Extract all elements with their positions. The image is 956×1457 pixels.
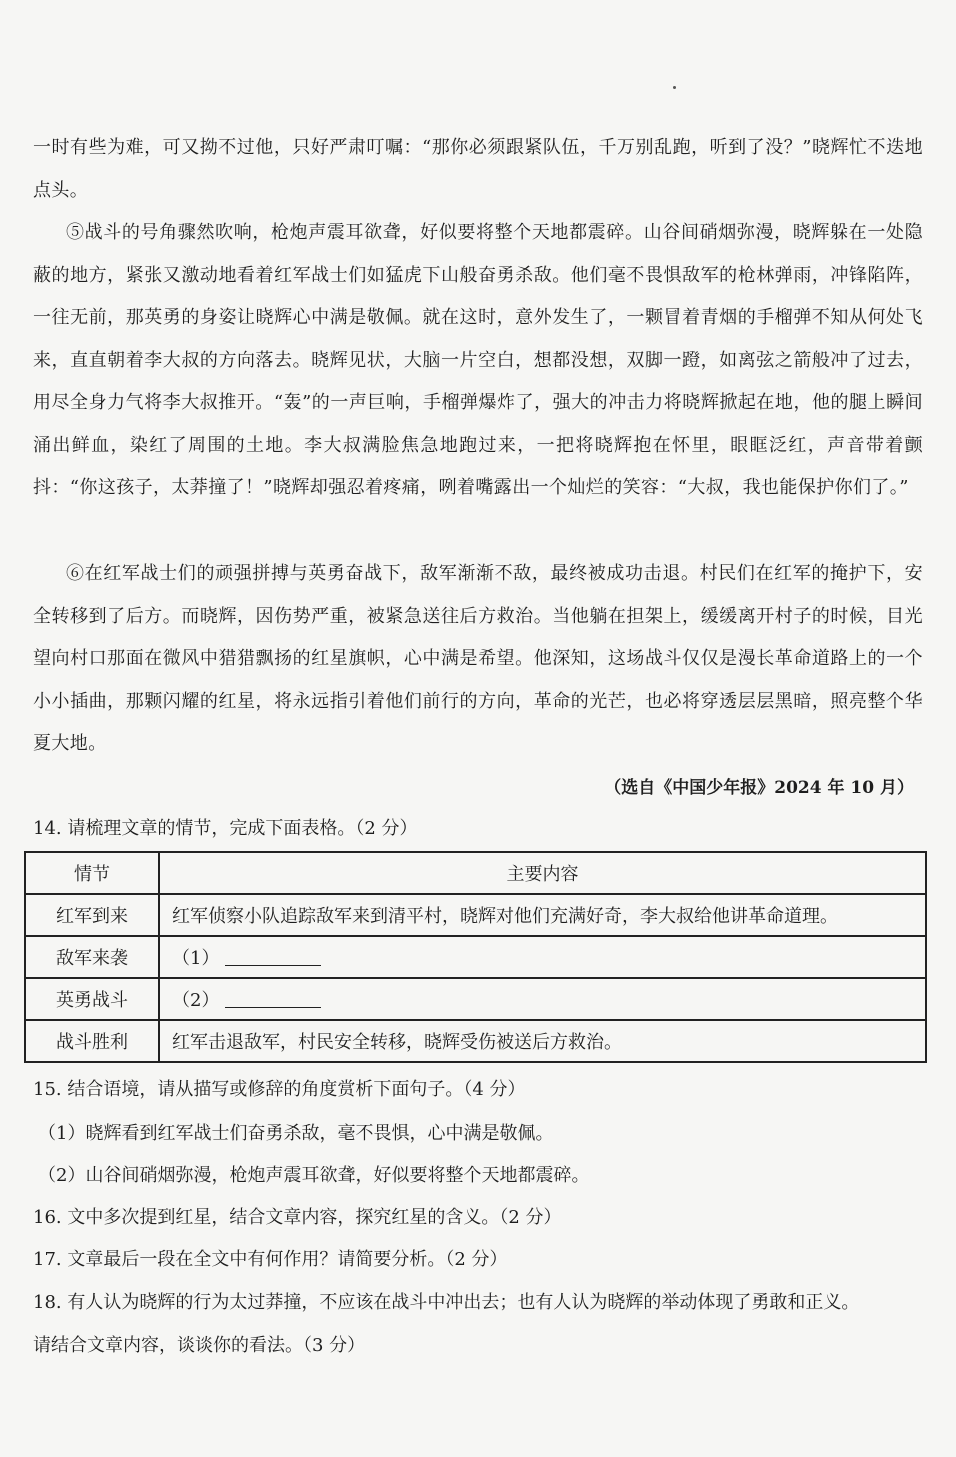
plot-cell: 红军到来 <box>25 894 159 936</box>
question-18-line-2: 请结合文章内容，谈谈你的看法。（3 分） <box>33 1335 366 1356</box>
table-header-row <box>25 852 926 894</box>
question-15: 15. 结合语境，请从描写或修辞的角度赏析下面句子。（4 分） <box>33 1079 526 1100</box>
question-14: 14. 请梳理文章的情节，完成下面表格。（2 分） <box>33 818 418 839</box>
content-cell: 红军击退敌军，村民安全转移，晓辉受伤被送后方救治。 <box>159 1020 926 1062</box>
table-row <box>25 936 926 978</box>
plot-cell: 敌军来袭 <box>25 936 159 978</box>
answer-blank[interactable] <box>225 989 321 1008</box>
table-row <box>25 978 926 1020</box>
table-row <box>25 894 926 936</box>
paragraph-continuation: 一时有些为难，可又拗不过他，只好严肃叮嘱：“那你必须跟紧队伍，千万别乱跑，听到了没？”晓辉忙不迭地点头。 <box>33 137 923 201</box>
plot-cell: 英勇战斗 <box>25 978 159 1020</box>
question-16: 16. 文中多次提到红星，结合文章内容，探究红星的含义。（2 分） <box>33 1207 562 1228</box>
paragraph-6: ⑥在红军战士们的顽强拼搏与英勇奋战下，敌军渐渐不敌，最终被成功击退。村民们在红军的掩护下，安全转移到了后方。而晓辉，因伤势严重，被紧急送往后方救治。当他躺在担架上，缓缓离开村子的时候，目光望向村口那面在微风中猎猎飘扬的红星旗帜，心中满是希望。他深知，这场战斗仅仅是漫长革命道路上的一个小小插曲，那颗闪耀的红星，将永远指引着他们前行的方向，革命的光芒，也必将穿透层层黑暗，照亮整个华夏大地。 <box>33 563 923 754</box>
answer-cell-2[interactable] <box>159 978 926 1020</box>
question-18-line-1: 18. 有人认为晓辉的行为太过莽撞，不应该在战斗中冲出去；也有人认为晓辉的举动体现了勇敢和正义。 <box>33 1292 860 1313</box>
question-15-part-1: （1）晓辉看到红军战士们奋勇杀敌，毫不畏惧，心中满是敬佩。 <box>38 1123 554 1144</box>
question-17: 17. 文章最后一段在全文中有何作用？请简要分析。（2 分） <box>33 1249 508 1270</box>
table-row <box>25 1020 926 1062</box>
answer-cell-1[interactable] <box>159 936 926 978</box>
blank-label: （1） <box>172 948 220 969</box>
article-source: （选自《中国少年报》2024 年 10 月） <box>604 778 914 798</box>
header-content: 主要内容 <box>159 852 926 894</box>
blank-label: （2） <box>172 990 220 1011</box>
scan-speck <box>673 86 676 89</box>
plot-table <box>24 851 927 1063</box>
content-cell: 红军侦察小队追踪敌军来到清平村，晓辉对他们充满好奇，李大叔给他讲革命道理。 <box>159 894 926 936</box>
plot-cell: 战斗胜利 <box>25 1020 159 1062</box>
question-15-part-2: （2）山谷间硝烟弥漫，枪炮声震耳欲聋，好似要将整个天地都震碎。 <box>38 1165 590 1186</box>
header-plot: 情节 <box>25 852 159 894</box>
answer-blank[interactable] <box>225 947 321 966</box>
paragraph-5: ⑤战斗的号角骤然吹响，枪炮声震耳欲聋，好似要将整个天地都震碎。山谷间硝烟弥漫，晓辉躲在一处隐蔽的地方，紧张又激动地看着红军战士们如猛虎下山般奋勇杀敌。他们毫不畏惧敌军的枪林弹雨，冲锋陷阵，一往无前，那英勇的身姿让晓辉心中满是敬佩。就在这时，意外发生了，一颗冒着青烟的手榴弹不知从何处飞来，直直朝着李大叔的方向落去。晓辉见状，大脑一片空白，想都没想，双脚一蹬，如离弦之箭般冲了过去，用尽全身力气将李大叔推开。“轰”的一声巨响，手榴弹爆炸了，强大的冲击力将晓辉掀起在地，他的腿上瞬间涌出鲜血，染红了周围的土地。李大叔满脸焦急地跑过来，一把将晓辉抱在怀里，眼眶泛红，声音带着颤抖：“你这孩子，太莽撞了！”晓辉却强忍着疼痛，咧着嘴露出一个灿烂的笑容：“大叔，我也能保护你们了。” <box>33 222 923 498</box>
